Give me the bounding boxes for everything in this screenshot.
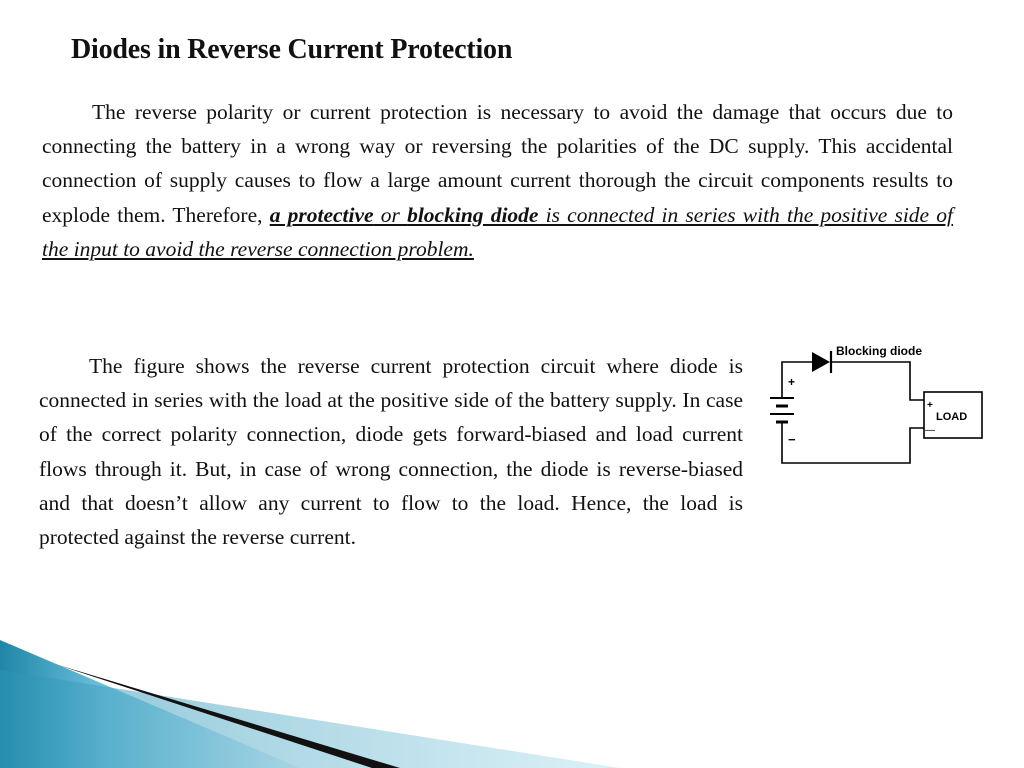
blocking-diode-label: Blocking diode xyxy=(836,344,923,358)
emphasis-rest: is connected in series with the positive side of the input to avoid the reverse connection problem. xyxy=(42,202,954,261)
wire-top-right xyxy=(832,362,924,400)
emphasis-or: or xyxy=(373,202,408,227)
wire-top xyxy=(782,362,812,390)
wire-bottom xyxy=(782,428,924,463)
emphasis-protective: a protective xyxy=(269,202,374,227)
diode-symbol xyxy=(812,351,831,373)
decor-pale-wedge xyxy=(0,670,620,768)
load-minus-label: — xyxy=(925,425,935,436)
figure-explanation-paragraph: The figure shows the reverse current protection circuit where diode is connected in series with the load at the positive side of the battery supply. In case of the correct polarity connection, diode gets forward-biased and load current flows through it. But, in case of wrong connection, the diode is reverse-biased and that doesn’t allow any current to flow to the load. Hence, the load is protected against the reverse current. xyxy=(39,354,743,550)
load-plus-label: + xyxy=(927,400,933,411)
load-label: LOAD xyxy=(936,411,968,423)
slide-title: Diodes in Reverse Current Protection xyxy=(71,34,513,65)
battery-symbol xyxy=(770,390,794,430)
intro-text: The reverse polarity or current protection is necessary to avoid the damage that occurs due to connecting the battery in a wrong way or reversing the polarities of the DC supply. This accidental connection of supply causes to flow a large amount current thorough the circuit components results to explode them. Therefore, xyxy=(42,100,953,227)
footer-decoration xyxy=(0,640,1024,768)
battery-plus-label: + xyxy=(788,375,796,389)
intro-paragraph xyxy=(42,95,953,266)
reverse-protection-circuit-diagram xyxy=(764,338,988,473)
battery-minus-label: − xyxy=(788,432,796,447)
emphasis-blocking-diode: blocking diode xyxy=(407,202,539,227)
